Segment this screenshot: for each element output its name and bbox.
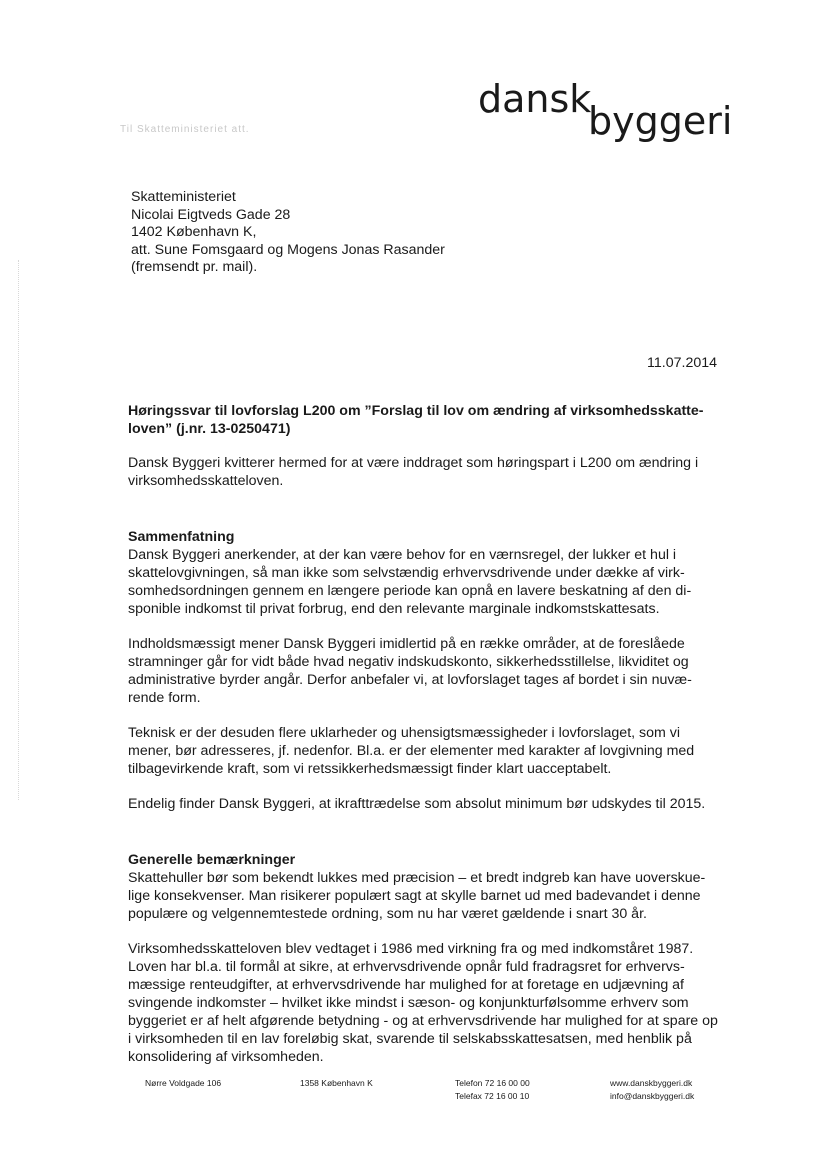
logo-word-byggeri: byggeri (588, 99, 733, 143)
summary-paragraph-2: Indholdsmæssigt mener Dansk Byggeri imidlertid på en række områder, at de foreslåede stramninger går for vidt både hvad negativ indskudskonto, sikkerhedsstillelse, likviditet og administrative byrder angår. Derfor anbefaler vi, at lovforslaget tages af bordet i sin nuvæ-rende form. (128, 636, 692, 706)
letter-date: 11.07.2014 (647, 355, 717, 371)
letter-body (128, 402, 718, 1066)
intro-paragraph: Dansk Byggeri kvitterer hermed for at være inddraget som høringspart i L200 om ændring i virksomhedsskatteloven. (128, 455, 699, 489)
general-heading: Generelle bemærkninger (128, 852, 296, 868)
summary-heading: Sammenfatning (128, 529, 235, 545)
footer-phone: Telefon 72 16 00 00 (455, 1078, 530, 1088)
summary-paragraph-4: Endelig finder Dansk Byggeri, at ikrafttrædelse som absolut minimum bør udskydes til 2015. (128, 796, 706, 812)
recipient-line: (fremsendt pr. mail). (131, 259, 258, 275)
footer-email-link[interactable]: info@danskbyggeri.dk (610, 1091, 695, 1101)
recipient-line: att. Sune Fomsgaard og Mogens Jonas Rasander (131, 241, 445, 258)
footer-fax: Telefax 72 16 00 10 (455, 1091, 530, 1101)
dansk-byggeri-logo (478, 77, 733, 143)
footer-phones (455, 1077, 530, 1103)
general-paragraph-1: Skattehuller bør som bekendt lukkes med præcision – et bredt indgreb kan have uoverskue-lige konsekvenser. Man risikerer populært sagt at skylle barnet ud med badevandet i denne populære og velgennemtestede ordning, som nu har været gældende i snart 30 år. (128, 870, 706, 922)
footer-city: 1358 København K (300, 1078, 373, 1088)
recipient-line: 1402 København K, (131, 224, 257, 240)
recipient-line: Nicolai Eigtveds Gade 28 (131, 206, 291, 223)
margin-scan-marks (18, 260, 21, 800)
logo-word-dansk: dansk (478, 77, 592, 121)
recipient-address (131, 189, 445, 277)
summary-paragraph-3: Teknisk er der desuden flere uklarheder og uhensigtsmæssigheder i lovforslaget, som vi mener, bør adresseres, jf. nedenfor. Bl.a. er der elementer med karakter af lovgivning med tilbagevirkende kraft, som vi retssikkerhedsmæssigt finder klart uacceptabelt. (128, 725, 695, 777)
recipient-line: Skatteministeriet (131, 189, 236, 205)
summary-paragraph-1: Dansk Byggeri anerkender, at der kan være behov for en værnsregel, der lukker et hul i skattelovgivningen, så man ikke som selvstændig erhvervsdrivende under dække af virk-somhedsordningen gennem en længere periode kan opnå en lavere beskatning af den di-sponible indkomst til privat forbrug, end den relevante marginale indkomstskattesats. (128, 547, 692, 617)
general-paragraph-2: Virksomhedsskatteloven blev vedtaget i 1986 med virkning fra og med indkomståret 1987. Loven har bl.a. til formål at sikre, at erhvervsdrivende opnår fuld fradragsret for erhvervs-mæssige renteudgifter, at erhvervsdrivende har mulighed for at foretage en udjævning af svingende indkomster – hvilket ikke mindst i sæson- og konjunkturfølsomme erhverv som byggeriet er af helt afgørende betydning - og at erhvervsdrivende har mulighed for at spare op i virksomheden til en lav foreløbig skat, svarende til selskabsskattesatsen, med henblik på konsolidering af virksomheden. (128, 941, 718, 1065)
footer-street: Nørre Voldgade 106 (145, 1078, 222, 1088)
footer-web-link[interactable]: www.danskbyggeri.dk (610, 1078, 693, 1088)
faint-header-text: Til Skatteministeriet att. (120, 124, 250, 135)
letter-title: Høringssvar til lovforslag L200 om ”Forslag til lov om ændring af virksomhedsskatte-loven” (j.nr. 13-0250471) (128, 403, 704, 437)
footer-contact (610, 1077, 694, 1103)
